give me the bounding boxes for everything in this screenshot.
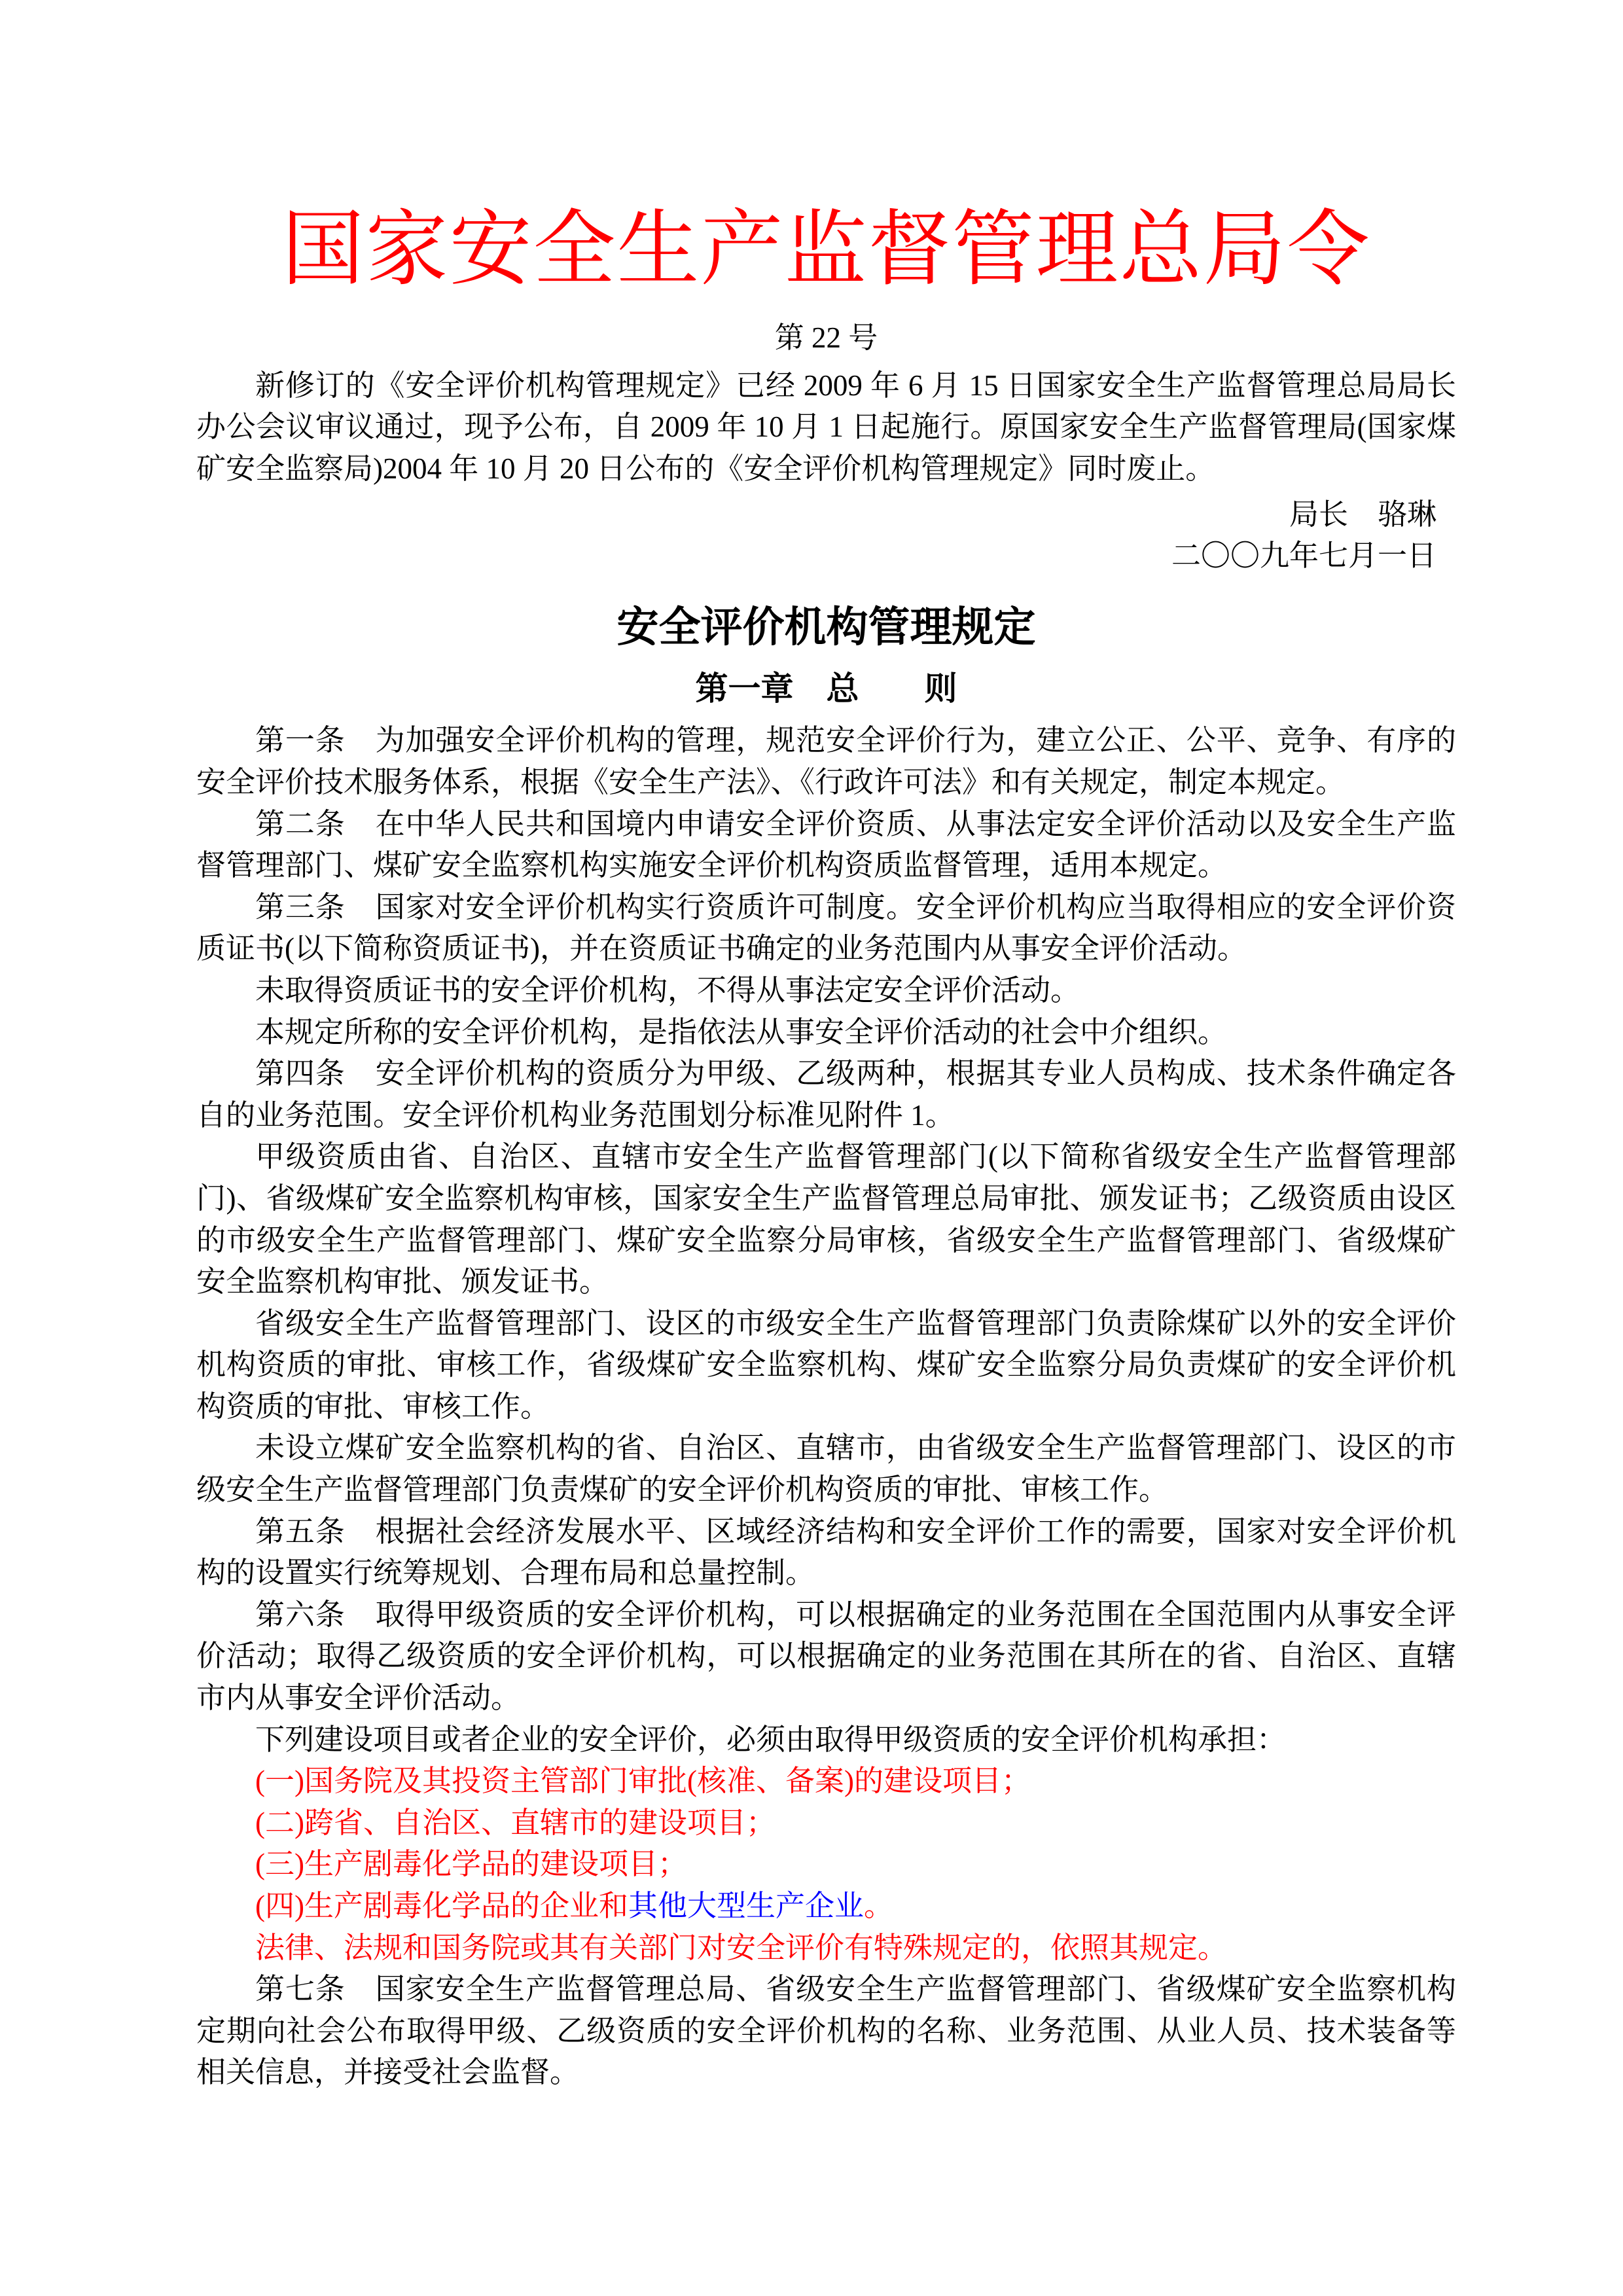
text-segment: 本规定所称的安全评价机构，是指依法从事安全评价活动的社会中介组织。	[255, 1015, 1228, 1049]
text-segment: (三)生产剧毒化学品的建设项目；	[255, 1848, 687, 1881]
text-segment: 第七条 国家安全生产监督管理总局、省级安全生产监督管理部门、省级煤矿安全监察机构定期向社会公布取得甲级、乙级资质的安全评价机构的名称、业务范围、从业人员、技术装备等相关信息，并接受社会监督。	[196, 1973, 1456, 2089]
text-segment: 第三条 国家对安全评价机构实行资质许可制度。安全评价机构应当取得相应的安全评价资质证书(以下简称资质证书)，并在资质证书确定的业务范围内从事安全评价活动。	[196, 890, 1456, 965]
article-paragraph	[196, 1303, 1456, 1428]
article-paragraph	[196, 1844, 1456, 1886]
article-paragraph	[196, 1012, 1456, 1054]
article-paragraphs	[196, 720, 1456, 2094]
article-paragraph	[196, 720, 1456, 803]
document-number: 第 22 号	[774, 321, 878, 355]
article-paragraph	[196, 970, 1456, 1012]
text-segment: 第六条 取得甲级资质的安全评价机构，可以根据确定的业务范围在全国范围内从事安全评价活动；取得乙级资质的安全评价机构，可以根据确定的业务范围在其所在的省、自治区、直辖市内从事安全评价活动。	[196, 1598, 1456, 1715]
article-paragraph	[196, 1136, 1456, 1302]
text-segment: 第五条 根据社会经济发展水平、区域经济结构和安全评价工作的需要，国家对安全评价机构的设置实行统筹规划、合理布局和总量控制。	[196, 1515, 1456, 1590]
text-segment: 第四条 安全评价机构的资质分为甲级、乙级两种，根据其专业人员构成、技术条件确定各自的业务范围。安全评价机构业务范围划分标准见附件 1。	[196, 1057, 1456, 1132]
article-paragraph	[196, 1928, 1456, 1969]
text-segment: 未设立煤矿安全监察机构的省、自治区、直辖市，由省级安全生产监督管理部门、设区的市级安全生产监督管理部门负责煤矿的安全评价机构资质的审批、审核工作。	[196, 1431, 1456, 1507]
article-paragraph	[196, 1427, 1456, 1511]
signature-signer: 局长 骆琳	[1289, 497, 1436, 531]
regulation-title: 安全评价机构管理规定	[616, 603, 1036, 651]
preamble-paragraph: 新修订的《安全评价机构管理规定》已经 2009 年 6 月 15 日国家安全生产监督管理总局局长办公会议审议通过，现予公布，自 2009 年 10 月 1 日起施行。原国家安全生产监督管理局(国家煤矿安全监察局)2004 年 10 月 20 日公布的《安全评价机构管理规定》同时废止。	[196, 368, 1456, 485]
text-segment: (二)跨省、自治区、直辖市的建设项目；	[255, 1806, 776, 1839]
article-paragraph	[196, 1803, 1456, 1844]
chapter-heading: 第一章 总 则	[695, 670, 957, 708]
article-paragraph	[196, 1969, 1456, 2094]
article-paragraph	[196, 1761, 1456, 1803]
article-paragraph	[196, 1594, 1456, 1719]
link-text[interactable]: 其他大型生产企业	[628, 1890, 864, 1922]
text-segment: 省级安全生产监督管理部门、设区的市级安全生产监督管理部门负责除煤矿以外的安全评价机构资质的审批、审核工作，省级煤矿安全监察机构、煤矿安全监察分局负责煤矿的安全评价机构资质的审批、审核工作。	[196, 1306, 1456, 1423]
text-segment: 未取得资质证书的安全评价机构，不得从事法定安全评价活动。	[255, 973, 1080, 1007]
article-paragraph	[196, 1719, 1456, 1761]
text-segment: 法律、法规和国务院或其有关部门对安全评价有特殊规定的，依照其规定。	[255, 1931, 1228, 1964]
text-segment: 。	[864, 1890, 894, 1922]
text-segment: 下列建设项目或者企业的安全评价，必须由取得甲级资质的安全评价机构承担：	[255, 1723, 1287, 1756]
article-paragraph	[196, 1886, 1456, 1928]
article-paragraph	[196, 1511, 1456, 1594]
text-segment: 第二条 在中华人民共和国境内申请安全评价资质、从事法定安全评价活动以及安全生产监督管理部门、煤矿安全监察机构实施安全评价机构资质监督管理，适用本规定。	[196, 807, 1456, 882]
text-segment: 甲级资质由省、自治区、直辖市安全生产监督管理部门(以下简称省级安全生产监督管理部门)、省级煤矿安全监察机构审核，国家安全生产监督管理总局审批、颁发证书；乙级资质由设区的市级安全生产监督管理部门、煤矿安全监察分局审核，省级安全生产监督管理部门、省级煤矿安全监察机构审批、颁发证书。	[196, 1140, 1456, 1299]
article-paragraph	[196, 804, 1456, 887]
signature-date: 二〇〇九年七月一日	[1171, 539, 1436, 573]
article-paragraph	[196, 887, 1456, 970]
article-paragraph	[196, 1053, 1456, 1136]
text-segment: (一)国务院及其投资主管部门审批(核准、备案)的建设项目；	[255, 1765, 1031, 1798]
text-segment: 第一条 为加强安全评价机构的管理，规范安全评价行为，建立公正、公平、竞争、有序的安全评价技术服务体系，根据《安全生产法》、《行政许可法》和有关规定，制定本规定。	[196, 724, 1456, 798]
document-main-title: 国家安全生产监督管理总局令	[281, 205, 1371, 296]
text-segment: (四)生产剧毒化学品的企业和	[255, 1890, 628, 1922]
